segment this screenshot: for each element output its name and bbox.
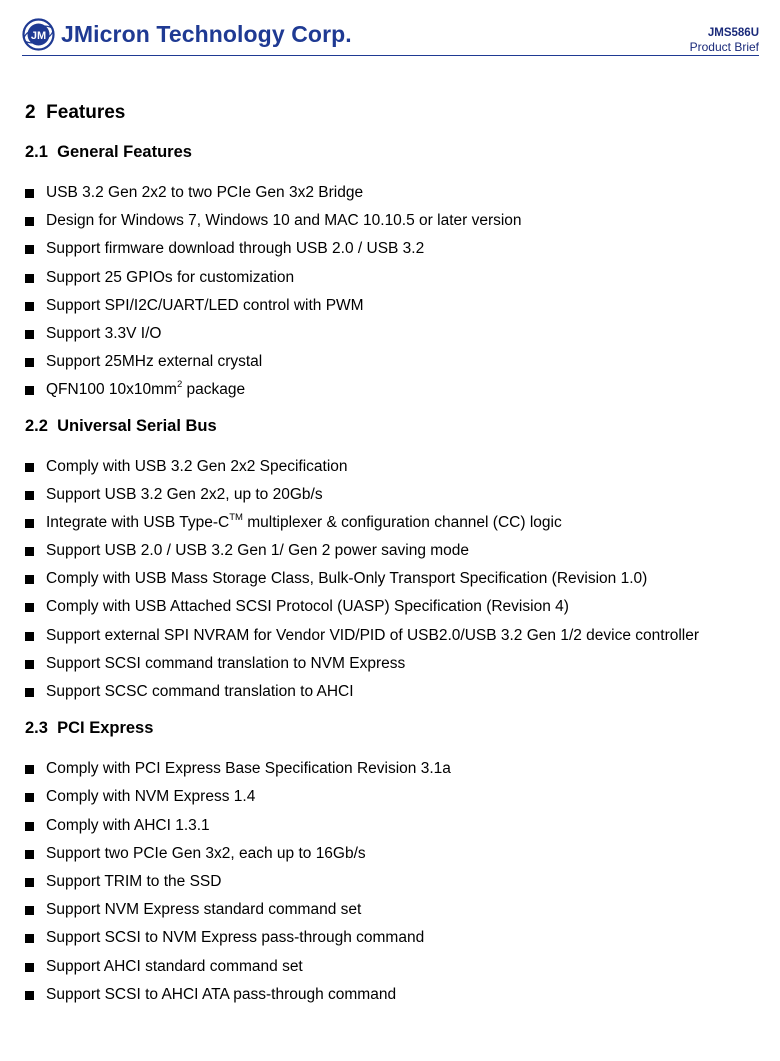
list-item-text: Support SCSI to AHCI ATA pass-through command — [46, 985, 397, 1003]
square-bullet-icon — [25, 575, 34, 584]
list-item — [25, 900, 745, 928]
square-bullet-icon — [25, 991, 34, 1000]
list-item — [25, 268, 745, 296]
square-bullet-icon — [25, 878, 34, 887]
list-item-text: Support external SPI NVRAM for Vendor VID/PID of USB2.0/USB 3.2 Gen 1/2 device controller — [46, 626, 700, 644]
pcie-features-list — [25, 759, 745, 1013]
square-bullet-icon — [25, 330, 34, 339]
list-item — [25, 569, 745, 597]
section-number: 2 — [25, 102, 36, 123]
list-item — [25, 759, 745, 787]
list-item — [25, 985, 745, 1013]
square-bullet-icon — [25, 963, 34, 972]
trademark-superscript: TM — [229, 511, 243, 523]
list-item-text: Support 3.3V I/O — [46, 324, 162, 342]
list-item — [25, 787, 745, 815]
list-item-text: Design for Windows 7, Windows 10 and MAC 10.10.5 or later version — [46, 212, 522, 230]
subsection-heading-usb — [25, 415, 745, 437]
list-item — [25, 844, 745, 872]
square-bullet-icon — [25, 765, 34, 774]
square-bullet-icon — [25, 358, 34, 367]
list-item — [25, 928, 745, 956]
square-bullet-icon — [25, 547, 34, 556]
list-item — [25, 872, 745, 900]
company-logo — [22, 18, 352, 51]
usb-features-list — [25, 457, 745, 711]
package-text-suffix: package — [182, 381, 246, 399]
square-bullet-icon — [25, 519, 34, 528]
doc-meta — [690, 26, 759, 55]
square-bullet-icon — [25, 463, 34, 472]
header-divider — [22, 55, 759, 56]
subsection-number: 2.2 — [25, 416, 48, 435]
section-heading — [25, 100, 745, 126]
subsection-number: 2.3 — [25, 719, 48, 738]
list-item — [25, 239, 745, 267]
square-bullet-icon — [25, 217, 34, 226]
package-text: QFN100 10x10mm — [46, 381, 177, 399]
list-item-text: USB 3.2 Gen 2x2 to two PCIe Gen 3x2 Bridge — [46, 184, 364, 201]
square-bullet-icon — [25, 906, 34, 915]
list-item — [25, 541, 745, 569]
square-bullet-icon — [25, 189, 34, 198]
list-item-text: Support USB 3.2 Gen 2x2, up to 20Gb/s — [46, 485, 323, 503]
list-item — [25, 457, 745, 485]
list-item-text: Support AHCI standard command set — [46, 957, 303, 975]
square-bullet-icon — [25, 245, 34, 254]
subsection-title: Universal Serial Bus — [57, 416, 217, 435]
list-item-text: Support SPI/I2C/UART/LED control with PWM — [46, 296, 364, 314]
list-item-text: Comply with PCI Express Base Specification Revision 3.1a — [46, 760, 451, 778]
page-header — [22, 16, 759, 56]
document-body — [25, 100, 745, 1013]
list-item-text: Comply with AHCI 1.3.1 — [46, 816, 210, 834]
list-item-text: Support 25MHz external crystal — [46, 353, 263, 371]
square-bullet-icon — [25, 302, 34, 311]
jmicron-logo-icon — [22, 18, 55, 51]
list-item — [25, 485, 745, 513]
section-title: Features — [46, 102, 126, 123]
list-item — [25, 513, 745, 541]
list-item-text: Support two PCIe Gen 3x2, each up to 16Gb/s — [46, 844, 366, 862]
list-item — [25, 957, 745, 985]
subsection-heading-pcie — [25, 717, 745, 739]
superscript: 2 — [176, 379, 183, 391]
list-item — [25, 324, 745, 352]
list-item — [25, 352, 745, 380]
list-item — [25, 296, 745, 324]
list-item-text: Comply with NVM Express 1.4 — [46, 788, 256, 806]
list-item-text: Support firmware download through USB 2.0 / USB 3.2 — [46, 240, 425, 258]
list-item-text: Support SCSI command translation to NVM Express — [46, 654, 406, 672]
list-item-text: Support TRIM to the SSD — [46, 872, 222, 890]
list-item — [25, 183, 745, 211]
list-item — [25, 597, 745, 625]
list-item-text: Support USB 2.0 / USB 3.2 Gen 1/ Gen 2 power saving mode — [46, 542, 470, 560]
list-item — [25, 654, 745, 682]
doc-type: Product Brief — [689, 40, 759, 54]
list-item — [25, 211, 745, 239]
list-item — [25, 816, 745, 844]
square-bullet-icon — [25, 688, 34, 697]
list-item-text: Comply with USB 3.2 Gen 2x2 Specification — [46, 457, 348, 475]
general-features-list — [25, 183, 745, 409]
list-item-text: Support SCSI to NVM Express pass-through command — [46, 929, 425, 947]
subsection-title: General Features — [57, 143, 192, 161]
list-item-text: Comply with USB Attached SCSI Protocol (UASP) Specification (Revision 4) — [46, 598, 569, 616]
list-item — [25, 682, 745, 710]
square-bullet-icon — [25, 793, 34, 802]
company-name: JMicron Technology Corp. — [61, 21, 352, 47]
square-bullet-icon — [25, 822, 34, 831]
typec-text: Integrate with USB Type-C — [46, 513, 230, 531]
list-item-text: Support 25 GPIOs for customization — [46, 268, 295, 286]
square-bullet-icon — [25, 491, 34, 500]
square-bullet-icon — [25, 660, 34, 669]
square-bullet-icon — [25, 386, 34, 395]
square-bullet-icon — [25, 274, 34, 283]
list-item-text: Support SCSC command translation to AHCI — [46, 683, 354, 700]
list-item — [25, 380, 745, 408]
doc-id: JMS586U — [707, 27, 759, 39]
list-item-text: Comply with USB Mass Storage Class, Bulk-Only Transport Specification (Revision 1.0) — [46, 570, 648, 588]
logo-letters: JM — [30, 30, 47, 42]
subsection-title: PCI Express — [57, 719, 154, 738]
list-item-text: Support NVM Express standard command set — [46, 901, 362, 919]
subsection-number: 2.1 — [25, 143, 48, 161]
square-bullet-icon — [25, 934, 34, 943]
square-bullet-icon — [25, 850, 34, 859]
square-bullet-icon — [25, 603, 34, 612]
subsection-heading-general — [25, 141, 745, 163]
typec-text-suffix: multiplexer & configuration channel (CC) logic — [242, 513, 562, 531]
list-item — [25, 626, 745, 654]
square-bullet-icon — [25, 632, 34, 641]
